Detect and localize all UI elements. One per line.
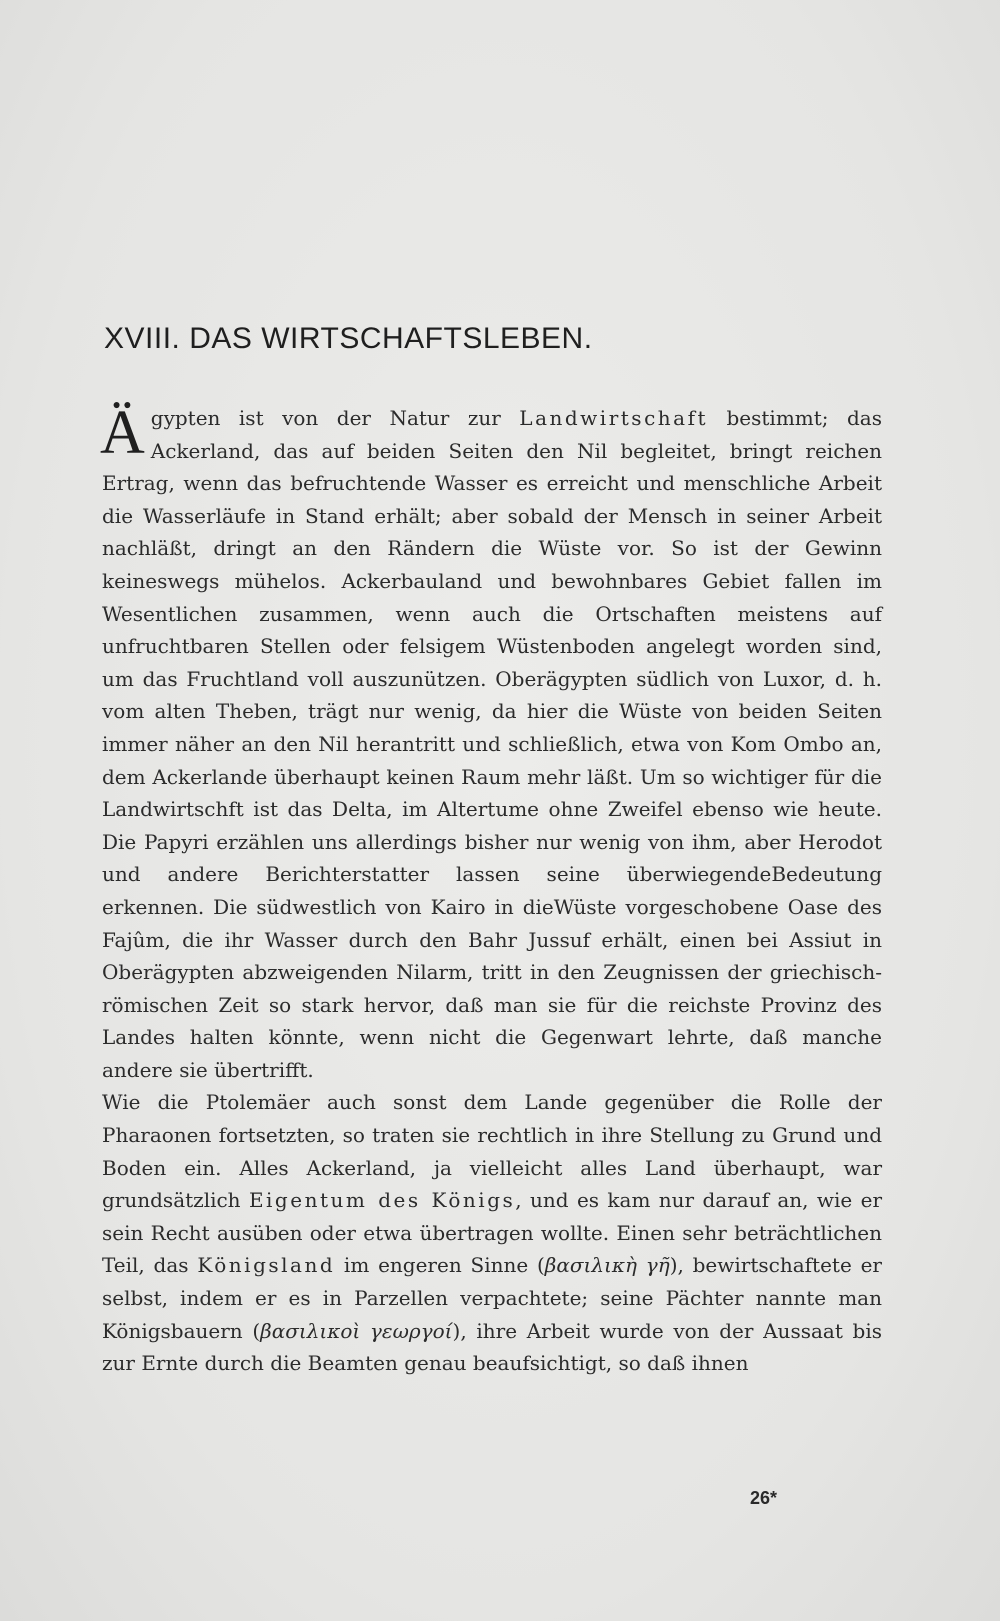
drop-initial: Ä <box>100 399 145 467</box>
paragraph-2 <box>102 1086 882 1379</box>
paragraph-1 <box>100 399 882 1086</box>
spaced-term-landwirtschaft: Landwirtschaft <box>519 406 709 430</box>
body-text <box>100 399 882 1380</box>
greek-term-basilike-ge: βασιλικὴ γῆ <box>544 1253 670 1278</box>
paragraph-2-text-b: , und es kam nur darauf an, wie er sein Recht ausüben oder etwa übertragen wollte. Einen sehr beträchtlichen Teil, das <box>102 1188 882 1278</box>
spaced-term-eigentum: Eigentum des Königs <box>248 1188 516 1213</box>
paragraph-1-text-a: gypten ist von der Natur zur <box>150 406 520 430</box>
paragraph-2-text-a: Wie die Ptolemäer auch sonst dem Lande gegenüber die Rolle der Pharaonen fortsetzten, so traten sie rechtlich in ihre Stellung zu Grund und Boden ein. Alles Ackerland, ja vielleicht alles Land überhaupt, war grundsätzlich <box>102 1090 882 1213</box>
paragraph-2-text-d: ), bewirtschaftete er selbst, indem er es in Parzellen verpachtete; seine Pächter nannte man Königsbauern ( <box>102 1253 882 1343</box>
paragraph-1-text-b: bestimmt; das Ackerland, das auf beiden Seiten den Nil begleitet, bringt reichen Ertrag, wenn das befruchtende Wasser es erreicht und menschliche Arbeit die Wasserläufe in Stand erhält; aber sobald der Mensch in seiner Arbeit nachläßt, dringt an den Rändern die Wüste vor. So ist der Gewinn keineswegs mühelos. Ackerbauland und bewohnbares Gebiet fallen im Wesentlichen zusammen, wenn auch die Ortschaften meistens auf unfruchtbaren Stellen oder felsigem Wüstenboden angelegt worden sind, um das Fruchtland voll auszunützen. Oberägypten südlich von Luxor, d. h. vom alten Theben, trägt nur wenig, da hier die Wüste von beiden Seiten immer näher an den Nil herantritt und schließlich, etwa von Kom Ombo an, dem Ackerlande überhaupt keinen Raum mehr läßt. Um so wichtiger für die Landwirtschft ist das Delta, im Altertume ohne Zweifel ebenso wie heute. Die Papyri erzählen uns allerdings bisher nur wenig von ihm, aber Herodot und andere Berichterstatter lassen seine überwiegendeBedeutung erkennen. Die südwestlich von Kairo in dieWüste vorgeschobene Oase des Fajûm, die ihr Wasser durch den Bahr Jussuf erhält, einen bei Assiut in Oberägypten abzweigenden Nilarm, tritt in den Zeugnissen der griechisch-römischen Zeit so stark hervor, daß man sie für die reichste Provinz des Landes halten könnte, wenn nicht die Gegenwart lehrte, daß manche andere sie übertrifft. <box>102 406 882 1082</box>
paragraph-2-text-e: ), ihre Arbeit wurde von der Aussaat bis zur Ernte durch die Beamten genau beaufsichtigt, so daß ihnen <box>102 1318 882 1376</box>
paragraph-2-text-c: im engeren Sinne ( <box>335 1253 545 1278</box>
spaced-term-koenigsland: Königsland <box>197 1253 336 1278</box>
greek-term-basilikoi-georgoi: βασιλικοὶ γεωργοί <box>260 1318 453 1343</box>
page-number: 26* <box>750 1488 778 1508</box>
chapter-heading: XVIII. DAS WIRTSCHAFTSLEBEN. <box>104 322 593 355</box>
